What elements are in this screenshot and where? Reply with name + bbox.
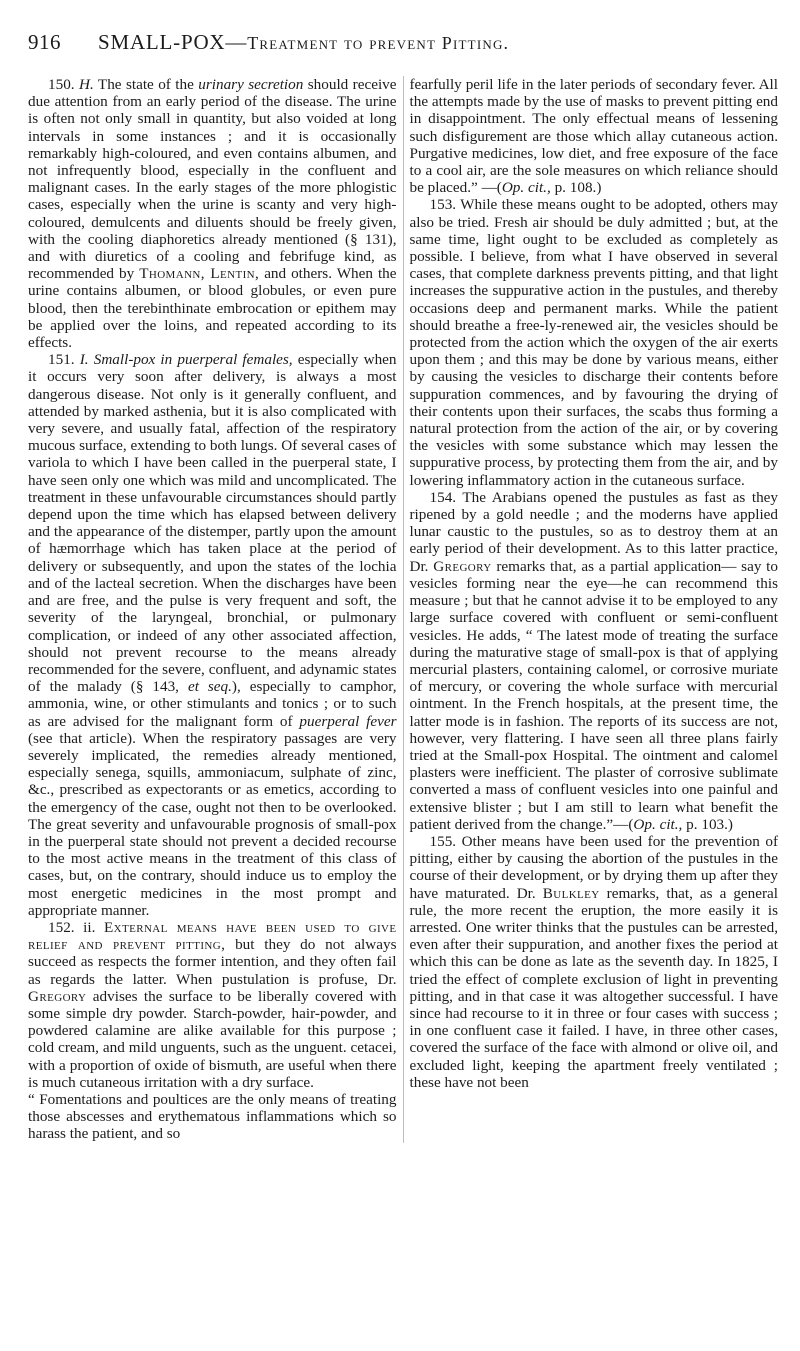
paragraph-154 — [410, 489, 779, 833]
citation: Op. cit., — [633, 815, 683, 833]
paragraph-text: The Arabians opened the pustules as fast as they ripened by a gold needle ; and the moderns have applied lunar caustic to the pustules, so as to destroy them at an early period of their development. As to this latter practice, Dr. — [409, 488, 779, 575]
paragraph-155 — [410, 833, 779, 1091]
paragraph-number: 151. — [48, 351, 75, 369]
paragraph-text: p. 108.) — [554, 179, 602, 197]
section-heading: External means have been used to give relief and prevent pitting, — [28, 918, 397, 954]
paragraph-153 — [410, 196, 779, 488]
left-column — [28, 76, 397, 1143]
paragraph-text: p. 103.) — [686, 815, 733, 833]
paragraph-text: advises the surface to be liberally covered with some simple dry powder. Starch-powder, hair-powder, and powdered calamine are alike available for this purpose ; cold cream, and mild unguents, such as the unguent. cetacei, with a proportion of oxide of bismuth, are useful when there is much cutaneous irritation with a dry surface. — [28, 987, 397, 1091]
paragraph-text: The state of the — [97, 76, 194, 93]
paragraph-number: 150. — [48, 76, 75, 93]
paragraph-152-continued — [410, 76, 779, 196]
italic-term: puerperal fever — [299, 712, 397, 730]
paragraph-text: Other means have been used for the prevention of pitting, either by causing the abortion of the pustules in the course of their development, or by drying them up after they have maturated. Dr. — [409, 832, 778, 902]
paragraph-152 — [28, 919, 397, 1091]
section-letter: I. — [79, 351, 89, 369]
paragraph-text: (see that article). When the respiratory passages are very severely implicated, the remedies already mentioned, especially senega, squills, ammoniacum, sulphate of zinc, &c., prescribed as expectorants or as emetics, according to the emergency of the case, ought not then to be overlooked. The great severity and unfavourable prognosis of small-pox in the puerperal state should not prevent a decided recourse to the most active means in the treatment of this class of cases, but, on the contrary, should induce us to employ the most energetic medicines in the most prompt and appropriate manner. — [28, 729, 397, 919]
citation: Op. cit., — [501, 179, 551, 197]
paragraph-number: 155. — [429, 832, 457, 850]
running-head — [28, 30, 778, 70]
paragraph-text: ), especially to camphor, ammonia, wine, or other stimulants and tonics ; or to such as are advised for the malignant form of — [28, 678, 397, 730]
right-column — [410, 76, 779, 1143]
author-names: Thomann, Lentin, — [139, 265, 260, 283]
paragraph-text: remarks, that, as a general rule, the more recent the eruption, the more easily it is arrested. One writer thinks that the pustules can be arrested, even after their suppuration, and another fixes the period at which this can be done as late as the seventh day. In 1825, I tried the effect of complete exclusion of light in preventing pitting, and in that case it was altogether successful. I have since had recourse to it in three or four cases with success ; in one confluent case it failed. I have, in three other cases, covered the surface of the face with almond or olive oil, and excluded light, keeping the apartment freely ventilated ; these have not been — [409, 884, 779, 1091]
italic-term: et seq. — [187, 678, 232, 696]
paragraph-text: fearfully peril life in the later periods of secondary fever. All the attempts made by the use of masks to prevent pitting end in disappointment. The only effectual means of lessening such disfigurement are those which allay cutaneous action. Purgative medicines, low diet, and free exposure of the face to a cool air, are the sole measures on which reliance should be placed.” —( — [409, 76, 778, 197]
running-head-sub: Treatment to prevent Pitting. — [247, 33, 510, 53]
paragraph-150 — [28, 76, 397, 351]
running-head-title — [98, 30, 509, 55]
column-divider — [403, 76, 404, 1143]
italic-term: urinary secretion — [198, 76, 304, 93]
running-head-main: SMALL-POX— — [98, 30, 248, 54]
paragraph-text: remarks that, as a partial application— say to vesicles forming near the eye—he can recommend this measure ; but that he cannot advise it to be employed to any large surface covered with confluent or semi-confluent vesicles. He adds, “ The latest mode of treating the surface during the maturative stage of small-pox is that of applying mercurial plasters, containing calomel, or corrosive muriate of mercury, or covering the whole surface with mercurial ointment. In the French hospitals, at the present time, the latter mode is in fashion. The reports of its success are not, however, very flattering. I have seen all three plans fairly tried at the Small-pox Hospital. The ointment and calomel plasters were inefficient. The plaster of corrosive sublimate converted a mass of confluent vesicles into one painful and extensive blister ; but I am still to learn what benefit the patient derived from the change.”—( — [409, 557, 778, 833]
paragraph-text: especially when it occurs very soon after delivery, is always a most dangerous disease. Not only is it generally confluent, and attended by marked asthenia, but it is also complicated with very severe, and usually fatal, affection of the respiratory mucous surface, extending to both lungs. Of several cases of variola to which I have been called in the puerperal state, I have seen only one which was mild and uncomplicated. The treatment in these unfavourable circumstances should partly depend upon the time which has elapsed between delivery and the appearance of the distemper, partly upon the amount of hæmorrhage which has taken place at the period of delivery or subsequently, and upon the states of the lochia and of the lacteal secretion. When the discharges have been and are free, and the pulse is very frequent and soft, the severity of the laryngeal, bronchial, or pulmonary complication, or indeed of any other associated affection, should not prevent recourse to the means already recommended for the severe, confluent, and adynamic states of the malady (§ 143, — [28, 351, 397, 696]
text-columns — [28, 76, 778, 1143]
page-number: 916 — [28, 30, 61, 54]
author-name: Gregory — [28, 987, 87, 1005]
paragraph-number: 154. — [429, 488, 457, 506]
author-name: Bulkley — [542, 884, 600, 902]
paragraph-number: 152. — [48, 918, 75, 936]
paragraph-number: 153. — [429, 196, 457, 214]
paragraph-text: and others. When the urine contains albumen, or blood globules, or even pure blood, then the terebinthinate embrocation or epithem may be applied over the loins, and repeated according to its effects. — [28, 265, 397, 352]
paragraph-text: While these means ought to be adopted, others may also be tried. Fresh air should be duly admitted ; but, at the same time, light ought to be excluded as completely as possible. I believe, from what I have observed in several cases, that complete darkness prevents pitting, and that light increases the suppurative action in the pustules, and thereby occasions deep and permanent marks. While the patient should breathe a free-ly-renewed air, the vesicles should be protected from the action which the oxygen of the air exerts upon them ; and this may be done by various means, either by causing the vesicles to discharge their contents before suppuration commences, and by favouring the drying of their contents upon their surfaces, the scabs thus forming a natural protection from the action of the air, or by covering the vesicles with some substance which may lessen the suppurative process, by protecting them from the air, and by lowering inflammatory action in the cutaneous surface. — [409, 196, 778, 489]
italic-term: Small-pox in puerperal females, — [93, 351, 293, 369]
quotation: “ Fomentations and poultices are the only means of treating those abscesses and erythematous inflammations which so harass the patient, and so — [28, 1090, 397, 1143]
paragraph-text: but they do not always succeed as respects the former intention, and they often fail as regards the latter. When pustulation is profuse, Dr. — [28, 936, 397, 988]
paragraph-text: should receive due attention from an early period of the disease. The urine is often not only small in quantity, but also voided at long intervals in some instances ; and it is occasionally remarkably high-coloured, and even contains albumen, and not infrequently blood, especially in the confluent and malignant cases. In the early stages of the more phlogistic cases, especially when the urine is scanty and very high-coloured, demulcents and diluents should be freely given, with the cooling diaphoretics already mentioned (§ 131), and with diuretics of a cooling and febrifuge kind, as recommended by — [28, 76, 397, 283]
paragraph-151 — [28, 351, 397, 919]
section-letter: H. — [79, 76, 94, 93]
author-name: Gregory — [433, 557, 492, 575]
section-letter: ii. — [83, 918, 96, 936]
